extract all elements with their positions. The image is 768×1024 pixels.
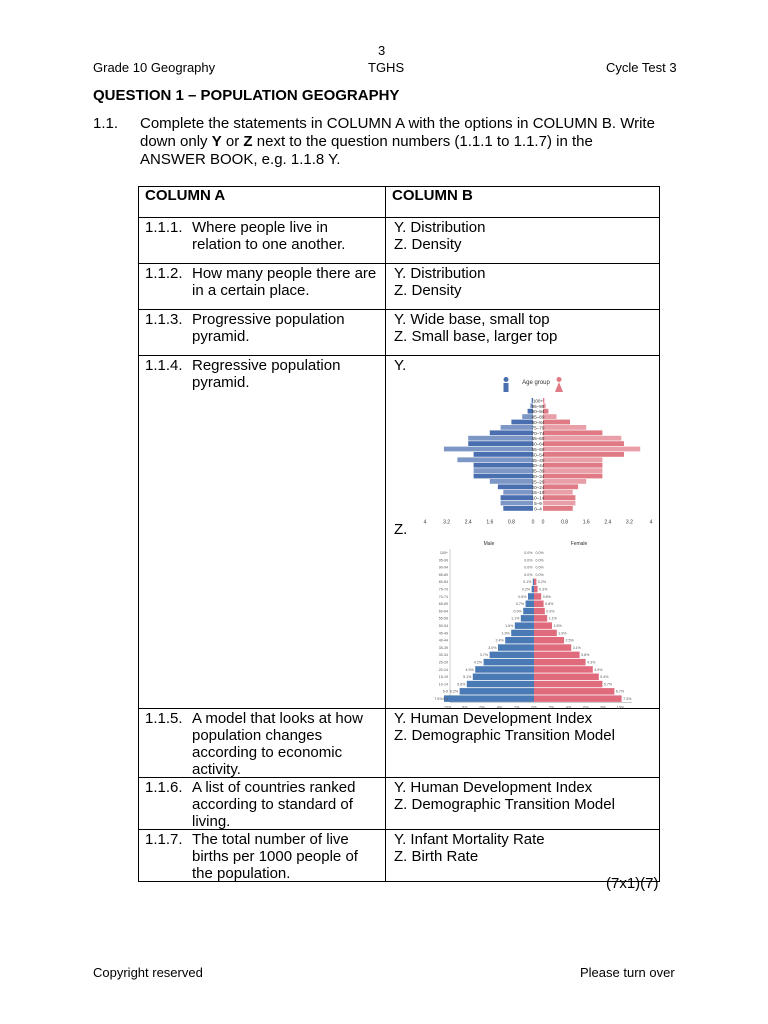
instruction-line-3: ANSWER BOOK, e.g. 1.1.8 Y. [140, 151, 341, 168]
x-tick-label: 8% [600, 705, 606, 710]
male-bar [528, 593, 534, 600]
female-bar [543, 398, 544, 403]
age-label: 15–19 [531, 490, 545, 496]
statement: Regressive population pyramid. [192, 357, 341, 391]
female-bar [543, 490, 573, 495]
age-label: 5-9 [442, 689, 448, 694]
male-pct-label: 0.1% [523, 580, 532, 585]
x-tick-label: 2.4 [604, 519, 612, 526]
x-tick-label: 6% [583, 705, 589, 710]
female-bar [534, 688, 614, 695]
female-bar [543, 420, 570, 425]
female-bar [543, 425, 586, 430]
male-bar [505, 637, 534, 644]
female-bar [543, 436, 621, 441]
female-bar [543, 441, 624, 446]
header-school: TGHS [368, 60, 405, 75]
age-label: 90–94 [531, 409, 545, 415]
age-label: 55-59 [438, 616, 448, 621]
male-bar [498, 484, 533, 489]
male-bar [532, 586, 534, 593]
male-icon-body [504, 383, 509, 392]
column-a-header: COLUMN A [139, 187, 386, 218]
female-pct-label: 3.1% [572, 645, 581, 650]
male-bar [503, 490, 533, 495]
age-label: 95-99 [438, 558, 448, 563]
x-tick-label: 4% [496, 705, 503, 710]
male-bar [475, 666, 534, 673]
header-subject: Grade 10 Geography [93, 60, 216, 75]
x-tick-label: 10% [443, 705, 452, 710]
pyramid-title: Age group [522, 380, 550, 386]
male-bar [521, 615, 534, 622]
x-tick-label: 2% [514, 705, 520, 710]
female-bar [543, 501, 575, 506]
age-label: 20–24 [531, 484, 545, 490]
table-row [139, 264, 660, 310]
option-y: Y. Infant Mortality Rate [394, 831, 545, 848]
age-label: 80-84 [438, 580, 448, 585]
question-instructions [140, 115, 680, 169]
female-bar [543, 484, 578, 489]
male-pct-label: 5.6% [457, 682, 466, 687]
female-pct-label: 0.0% [535, 565, 544, 570]
age-label: 85-89 [438, 572, 448, 577]
female-label: Female [570, 541, 588, 547]
age-label: 45-49 [438, 631, 448, 636]
male-bar [511, 630, 534, 637]
age-label: 40–44 [531, 463, 545, 469]
male-pct-label: 0.0% [524, 565, 533, 570]
question-number: 1.1.6. [145, 779, 183, 796]
male-bar [503, 506, 533, 511]
female-pct-label: 0.3% [539, 587, 548, 592]
age-label: 100+ [532, 398, 544, 404]
male-pct-label: 4.2% [473, 660, 483, 665]
x-tick-label: 0.8 [507, 519, 515, 526]
male-pct-label: 4.9% [465, 667, 474, 672]
female-pct-label: 0.8% [545, 602, 554, 607]
female-pct-label: 4.9% [594, 667, 603, 672]
age-label: 50-54 [438, 624, 448, 628]
age-label: 10-14 [438, 682, 448, 687]
age-label: 75-79 [438, 587, 448, 592]
male-pct-label: 0.7% [515, 602, 525, 607]
x-tick-label: 2.4 [464, 519, 472, 526]
option-z: Z. Density [394, 236, 462, 253]
female-pct-label: 0.0% [535, 572, 544, 577]
age-label: 100+ [439, 551, 448, 555]
option-y: Y. Human Development Index [394, 779, 593, 796]
female-bar [543, 452, 624, 457]
male-bar [526, 601, 534, 608]
female-pct-label: 5.7% [603, 682, 613, 687]
female-bar [534, 644, 571, 651]
x-tick-label: 3.2 [625, 519, 633, 526]
male-pct-label: 3.7% [479, 653, 489, 658]
male-bar [490, 479, 533, 484]
female-bar [534, 593, 541, 600]
female-pct-label: 0.0% [535, 551, 544, 555]
age-label: 80–84 [531, 420, 545, 425]
male-bar [460, 688, 534, 695]
female-icon [557, 377, 562, 382]
x-tick-label: 3.2 [443, 519, 451, 526]
male-bar [490, 430, 533, 435]
age-label: 70-74 [438, 594, 448, 599]
male-bar [468, 436, 533, 441]
age-label: 75–79 [531, 425, 545, 431]
male-bar [501, 501, 533, 506]
female-pct-label: 5.4% [600, 675, 609, 680]
male-bar [523, 608, 534, 615]
age-label: 95–99 [531, 403, 545, 409]
female-bar [543, 447, 640, 452]
option-z: Z. Birth Rate [394, 848, 479, 865]
progressive-pyramid-chart [434, 539, 636, 710]
male-pct-label: 0.0% [524, 551, 533, 555]
female-bar [543, 495, 575, 500]
age-label: 60-64 [438, 609, 448, 614]
age-label: 65–69 [531, 436, 545, 442]
male-pct-label: 0.0% [524, 572, 533, 577]
x-tick-label: 0% [531, 705, 537, 710]
female-pct-label: 6.7% [615, 689, 625, 694]
age-label: 40-44 [438, 638, 448, 643]
male-pct-label: 1.9% [501, 631, 510, 636]
marks-allocation: (7x1)(7) [606, 875, 659, 892]
x-tick-label: 10% [616, 705, 625, 710]
age-label: 0-4 [442, 697, 448, 701]
male-bar [473, 674, 534, 681]
age-label: 50–54 [531, 452, 545, 458]
column-b-header: COLUMN B [386, 187, 660, 218]
x-tick-label: 0.8 [561, 519, 569, 526]
age-label: 35-39 [438, 645, 448, 650]
female-bar [543, 479, 586, 484]
female-bar [534, 630, 557, 637]
option-z: Z. [394, 521, 408, 538]
male-bar [474, 463, 533, 468]
male-bar [498, 644, 534, 651]
male-label: Male [483, 541, 495, 547]
x-tick-label: 1.6 [486, 519, 494, 526]
male-pct-label: 0.2% [521, 587, 531, 592]
male-bar [501, 425, 533, 430]
age-label: 55–59 [531, 447, 545, 452]
option-y: Y. Human Development Index [394, 710, 593, 727]
female-bar [534, 695, 622, 702]
x-tick-label: 0 [531, 519, 535, 526]
statement: Where people live in relation to one another. [192, 219, 346, 253]
female-bar [534, 622, 552, 629]
age-label: 0–4 [534, 506, 542, 512]
regressive-pyramid-chart [416, 376, 660, 526]
question-number: 1.1.1. [145, 219, 183, 236]
x-tick-label: 8% [462, 705, 468, 710]
x-tick-label: 2% [548, 705, 554, 710]
statement: The total number of live births per 1000 people of the population. [192, 831, 358, 882]
age-label: 25-29 [438, 660, 448, 665]
age-label: 85–89 [531, 414, 545, 420]
age-label: 60–64 [531, 441, 545, 447]
female-pct-label: 0.0% [535, 558, 544, 563]
age-label: 65-69 [438, 602, 448, 607]
x-tick-label: 4 [649, 519, 653, 526]
female-bar [543, 506, 573, 511]
female-icon-body [555, 382, 563, 392]
female-bar [534, 659, 586, 666]
table-row [139, 356, 660, 709]
male-pct-label: 0.0% [524, 558, 533, 563]
male-bar [474, 474, 533, 479]
page-number: 3 [378, 43, 386, 58]
male-bar [501, 495, 533, 500]
female-bar [534, 666, 593, 673]
question-number: 1.1.5. [145, 710, 183, 727]
female-pct-label: 3.8% [581, 653, 590, 658]
female-pct-label: 1.1% [548, 616, 557, 621]
female-pct-label: 2.5% [565, 638, 574, 643]
male-bar [444, 695, 534, 702]
statement: Progressive population pyramid. [192, 311, 345, 345]
male-pct-label: 0.9% [513, 609, 522, 614]
female-pct-label: 0.2% [537, 580, 547, 585]
male-pct-label: 3.0% [488, 645, 497, 650]
female-bar [543, 463, 602, 468]
table-row [139, 778, 660, 830]
option-z: Z. Demographic Transition Model [394, 796, 615, 813]
male-bar [515, 622, 534, 629]
female-bar [534, 586, 538, 593]
question-number: 1.1. [93, 115, 119, 132]
option-y: Y. Distribution [394, 219, 486, 236]
question-title: QUESTION 1 – POPULATION GEOGRAPHY [93, 87, 400, 104]
female-pct-label: 1.5% [553, 624, 562, 628]
age-label: 45–49 [531, 457, 545, 463]
age-label: 30-34 [438, 653, 448, 658]
x-tick-label: 4 [423, 519, 427, 526]
table-row [139, 218, 660, 264]
male-pct-label: 1.1% [511, 616, 520, 621]
question-number: 1.1.4. [145, 357, 183, 374]
option-z: Z. Density [394, 282, 462, 299]
table-row [139, 709, 660, 778]
female-bar [543, 414, 557, 419]
female-pct-label: 0.9% [546, 609, 555, 614]
female-pct-label: 7.3% [623, 697, 632, 701]
male-bar [484, 659, 534, 666]
female-bar [534, 681, 602, 688]
female-bar [534, 608, 545, 615]
x-tick-label: 0 [541, 519, 545, 526]
female-bar [543, 430, 602, 435]
male-pct-label: 0.5% [518, 594, 527, 599]
age-label: 10–14 [531, 495, 545, 501]
male-pct-label: 5.1% [463, 675, 472, 680]
male-bar [490, 652, 534, 659]
male-pct-label: 6.2% [449, 689, 459, 694]
male-pct-label: 1.6% [505, 624, 514, 628]
option-z: Z. Small base, larger top [394, 328, 558, 345]
question-number: 1.1.2. [145, 265, 183, 282]
male-bar [533, 579, 534, 586]
female-bar [534, 674, 599, 681]
x-tick-label: 4% [565, 705, 572, 710]
option-z: Z. Demographic Transition Model [394, 727, 615, 744]
female-bar [543, 474, 602, 479]
male-bar [467, 681, 534, 688]
instruction-line-1: Complete the statements in COLUMN A with the options in COLUMN B. Write [140, 115, 655, 132]
male-bar [474, 468, 533, 473]
statement: How many people there are in a certain place. [192, 265, 377, 299]
male-bar [468, 441, 533, 446]
male-icon [504, 377, 509, 382]
statement: A list of countries ranked according to standard of living. [192, 779, 356, 830]
male-bar [444, 447, 533, 452]
option-y: Y. Distribution [394, 265, 486, 282]
age-label: 70–74 [531, 430, 545, 436]
table-row [139, 830, 660, 882]
age-label: 25–29 [531, 479, 545, 485]
header-test-name: Cycle Test 3 [606, 60, 677, 75]
male-bar [457, 457, 533, 462]
footer-copyright: Copyright reserved [93, 965, 203, 980]
option-y: Y. Wide base, small top [394, 311, 550, 328]
female-bar [534, 601, 544, 608]
x-tick-label: 6% [479, 705, 485, 710]
female-bar [534, 637, 564, 644]
male-pct-label: 2.4% [495, 638, 504, 643]
male-bar [474, 452, 533, 457]
female-pct-label: 0.6% [542, 594, 551, 599]
table-row [139, 310, 660, 356]
male-bar [511, 420, 533, 425]
male-pct-label: 7.5% [434, 697, 443, 701]
matching-table [138, 186, 660, 882]
female-bar [534, 615, 547, 622]
female-pct-label: 4.3% [587, 660, 596, 665]
age-label: 15-19 [438, 675, 448, 680]
age-label: 20-24 [438, 667, 448, 672]
female-bar [543, 468, 602, 473]
option-y: Y. [394, 357, 407, 374]
female-bar [534, 652, 580, 659]
female-bar [543, 457, 602, 462]
age-label: 5–9 [534, 501, 542, 506]
female-bar [534, 579, 536, 586]
question-number: 1.1.3. [145, 311, 183, 328]
footer-turn-over: Please turn over [580, 965, 675, 980]
age-label: 35–39 [531, 468, 545, 474]
female-pct-label: 1.9% [558, 631, 567, 636]
question-number: 1.1.7. [145, 831, 183, 848]
age-label: 30–34 [531, 474, 545, 479]
x-tick-label: 1.6 [582, 519, 590, 526]
statement: A model that looks at how population changes according to economic activity. [192, 710, 363, 778]
age-label: 90-94 [438, 565, 448, 570]
instruction-line-2: down only Y or Z next to the question numbers (1.1.1 to 1.1.7) in the [140, 133, 593, 150]
